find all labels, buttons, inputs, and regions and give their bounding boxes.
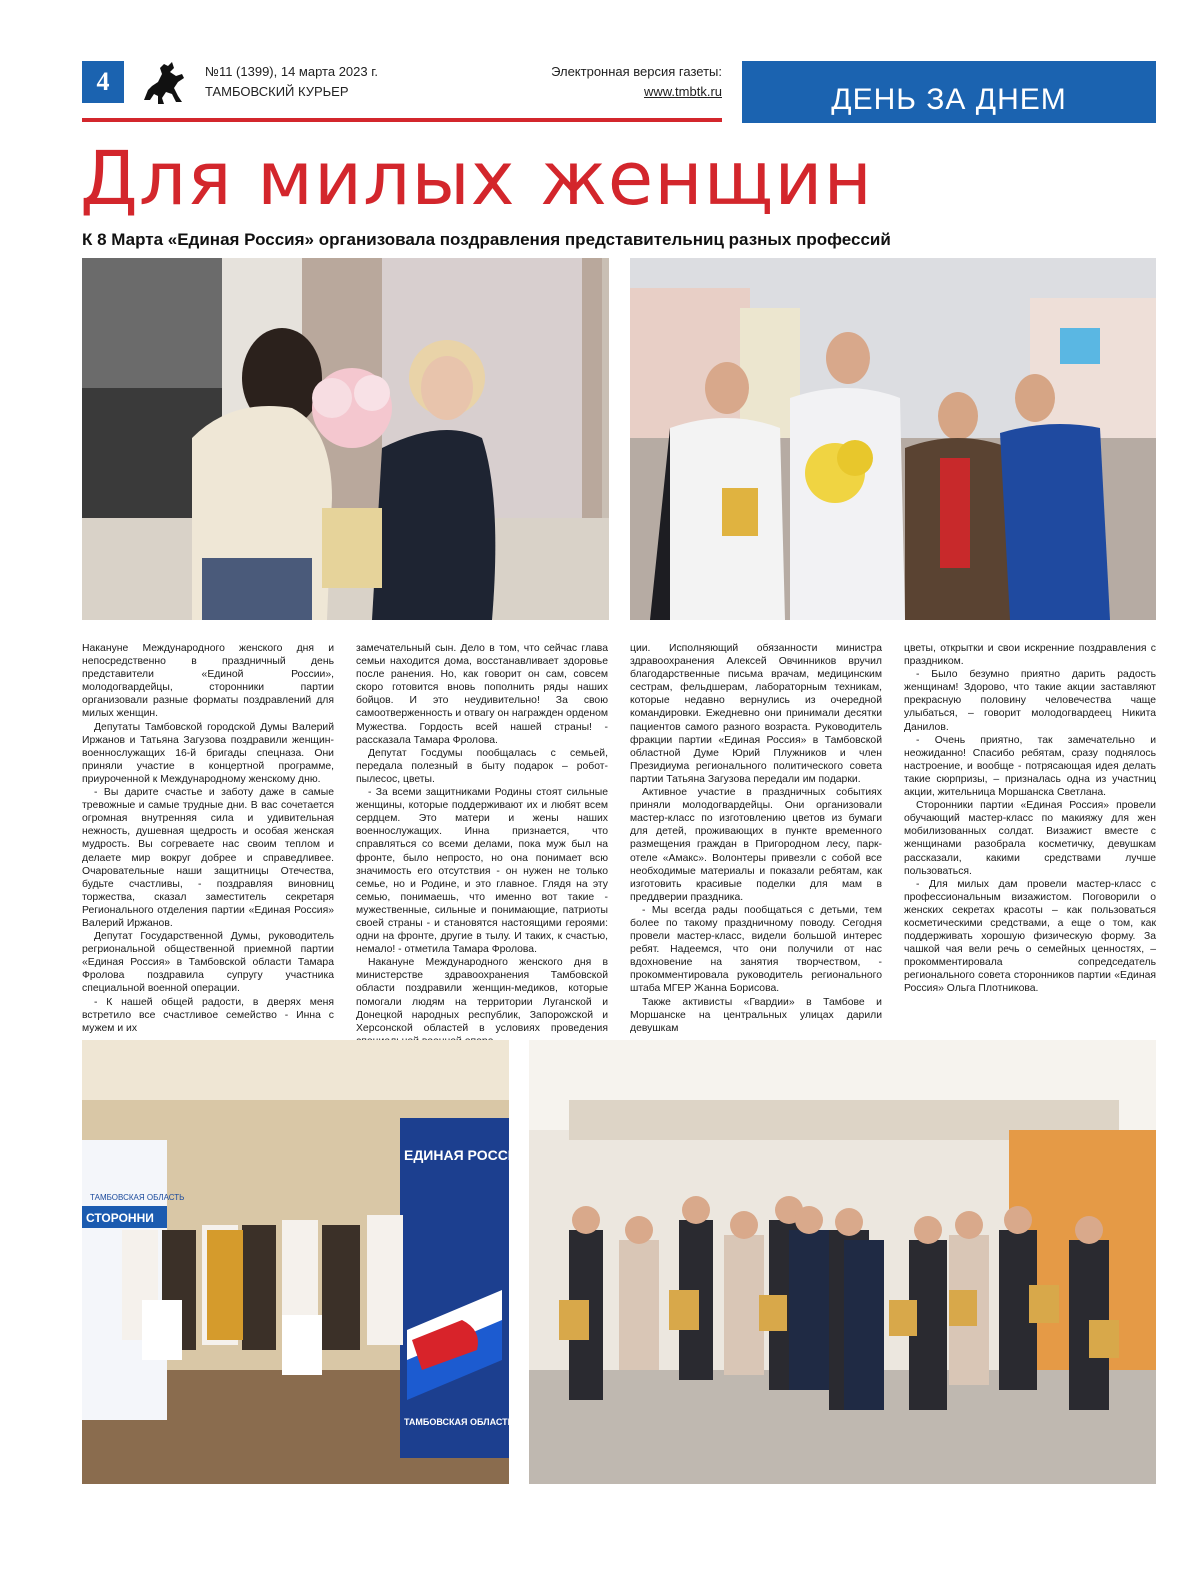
- issue-number: №11 (1399), 14 марта 2023 г.: [205, 64, 378, 79]
- paragraph: - Очень приятно, так замечательно и неожиданно! Спасибо ребятам, сразу поднялось настроение, и вообще - потрясающая идея делать такие сюрпризы, – призналась одна из участниц акции, жительница Моршанска Светлана.: [904, 734, 1156, 799]
- paragraph: замечательный сын. Дело в том, что сейчас глава семьи находится дома, восстанавливает здоровье после ранения. Но, как говорит он сам, совсем скоро готовится вновь пополнить ряды наших бойцов. И это неудивительно! За свою самоотверженность и отвагу он награжден орденом Мужества. Гордость всей нашей страны! - рассказала Тамара Фролова.: [356, 643, 608, 746]
- header-divider: [82, 118, 722, 122]
- section-banner: [742, 61, 1156, 123]
- electronic-label: Электронная версия газеты:: [551, 64, 722, 79]
- issue-info: [205, 62, 378, 102]
- banner-region-name: ТАМБОВСКАЯ ОБЛАСТЬ: [404, 1417, 515, 1427]
- paragraph: Депутаты Тамбовской городской Думы Валерий Иржанов и Татьяна Загузова поздравили женщин-военнослужащих 16-й бригады спецназа. Они приняли участие в концертной программе, приуроченной к Международному женскому дню.: [82, 721, 334, 785]
- paragraph: Депутат Госдумы пообщалась с семьей, передала полезный в быту подарок – робот-пылесос, цветы.: [356, 747, 608, 785]
- banner-party-name: ЕДИНАЯ РОССИЯ: [404, 1147, 528, 1163]
- article-headline: Для милых женщин: [80, 136, 873, 222]
- paragraph: Также активисты «Гвардии» в Тамбове и Моршанске на центральных улицах дарили девушкам: [630, 996, 882, 1034]
- electronic-version: [500, 62, 722, 102]
- paragraph: цветы, открытки и свои искренние поздравления с праздником.: [904, 643, 1156, 668]
- photo-flowers-gift: [82, 258, 609, 620]
- paragraph: - Для милых дам провели мастер-класс с профессиональным визажистом. Поговорили о женских секретах красоты – как пользоваться косметическими средствами, а еще о том, как поддерживать хорошую физическую форму. За чашкой чая вели речь о семейных ценностях, – прокомментировала сопредседатель регионального совета сторонников партии «Единая Россия» Ольга Плотникова.: [904, 878, 1156, 995]
- article-subheadline: К 8 Марта «Единая Россия» организовала поздравления представительниц разных профессий: [82, 230, 891, 249]
- site-link[interactable]: www.tmbtk.ru: [643, 84, 722, 99]
- paragraph: Активное участие в праздничных событиях приняли молодогвардейцы. Они организовали мастер-класс по изготовлению цветов из бумаги для детей, проживающих в пункте временного размещения граждан в Пригородном лесу, парк-отеле «Амакс». Волонтеры привезли с собой все необходимые материалы и показали ребятам, как изготовить красивые поделки для мам в преддверии праздника.: [630, 787, 882, 903]
- photo-medics-group: [529, 1040, 1156, 1484]
- paper-name: ТАМБОВСКИЙ КУРЬЕР: [205, 84, 349, 99]
- article-column-4: [904, 642, 1156, 996]
- paragraph: - К нашей общей радости, в дверях меня встретило все счастливое семейство - Инна с мужем и их: [82, 996, 334, 1034]
- section-title: ДЕНЬ ЗА ДНЕМ: [831, 83, 1067, 116]
- page-number: 4: [82, 61, 124, 103]
- photo-supporters-banner: [82, 1040, 528, 1484]
- article-column-3: [630, 642, 882, 1035]
- paragraph: - Вы дарите счастье и заботу даже в самые тревожные и самые трудные дни. В вас сочетается огромная внутренняя сила и удивительная нежность, душевная щедрость и особая женская мудрость. Вы согреваете нас своим теплом и делаете мир вокруг добрее и справедливее. Очаровательные наши защитницы Отечества, будьте счастливы, - поздравляя виновниц торжества, сказал заместитель секретаря Регионального отделения партии «Единая Россия» Валерий Иржанов.: [82, 787, 334, 929]
- banner-supporters-label: СТОРОННИ: [86, 1211, 154, 1225]
- paragraph: Депутат Государственной Думы, руководитель регриональной общественной приемной партии «Единая Россия» в Тамбовской области Тамара Фролова поздравила супругу участника специальной военной операции.: [82, 931, 334, 995]
- article-column-2: [356, 642, 608, 1048]
- photo-street-tulips: [630, 258, 1156, 620]
- paragraph: - Было безумно приятно дарить радость женщинам! Здорово, что такие акции заставляют прекрасную половину человечества чаще улыбаться, – говорит молодогвардеец Никита Данилов.: [904, 669, 1156, 733]
- paragraph: ции. Исполняющий обязанности министра здравоохранения Алексей Овчинников вручил благодарственные письма врачам, медицинским сестрам, фельдшерам, лабораторным техникам, которые недавно вернулись из очередной командировки. Ежедневно они принимали десятки пациентов самого разного возраста. Руководитель фракции партии «Единая Россия» в Тамбовской областной Думе Юрий Плужников и член Президиума регионального политического совета партии Татьяна Загузова передали им подарки.: [630, 643, 882, 785]
- paragraph: - За всеми защитниками Родины стоят сильные женщины, которые поддерживают их и любят всем сердцем. Это матери и жены наших военнослужащих. Инна признается, что справляться со всеми делами, пока муж был на фронте, было непросто, но она понимает всю значимость его отсутствия - он нужен не только семье, но и Родине, и это главное. Глядя на эту семью, понимаешь, что именно вот такие - мужественные, сильные и понимающие, патриоты своей страны - и становятся настоящими героями: одни на фронте, другие в тылу. И таких, к счастью, немало! - отметила Тамара Фролова.: [356, 787, 608, 956]
- article-column-1: [82, 642, 334, 1035]
- paragraph: Сторонники партии «Единая Россия» провели обучающий мастер-класс по макияжу для жен мобилизованных солдат. Визажист вместе с женщинами разобрала косметичку, девушкам рассказали, какими средствами лучше пользоваться.: [904, 800, 1156, 877]
- paragraph: Накануне Международного женского дня и непосредственно в праздничный день представители «Единой России», молодогвардейцы, сторонники партии организовали разные форматы поздравлений для милых женщин.: [82, 643, 334, 720]
- paragraph: Накануне Международного женского дня в министерстве здравоохранения Тамбовской области поздравили женщин-медиков, которые помогали людям на территории Луганской и Донецкой народных республик, Запорожской и Херсонской областей в условиях проведения: [356, 957, 608, 1034]
- paragraph: - Мы всегда рады пообщаться с детьми, тем более по такому праздничному поводу. Сегодня провели мастер-класс, видели большой интерес ребят. Надеемся, что они получили от нас вдохновение на занятия творчеством, - прокомментировала руководитель регионального штаба МГЕР Жанна Борисова.: [630, 904, 882, 995]
- banner-region-label: ТАМБОВСКАЯ ОБЛАСТЬ: [90, 1193, 185, 1202]
- horse-rider-logo: [138, 60, 188, 106]
